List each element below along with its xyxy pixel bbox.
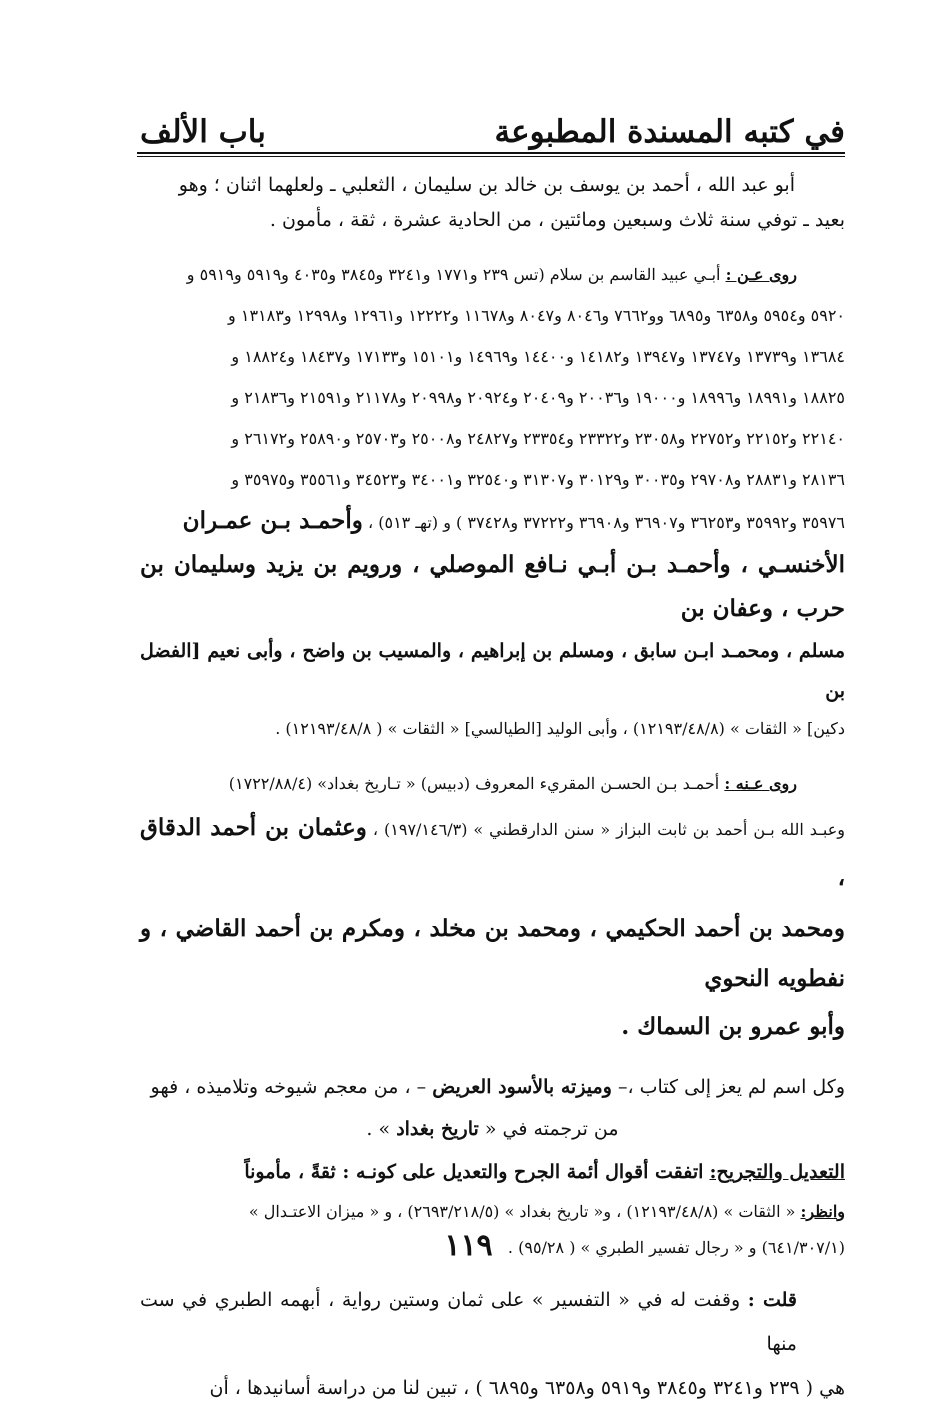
rawa-an-numbers-5: ٢٨١٣٦ و٢٨٨٣١ و٢٩٧٠٨ و٣٠٠٣٥ و٣٠١٢٩ و٣١٣٠٧ و٣٢٥٤٠ و٣٤٠٠١ و٣٤٥٢٣ و٣٥٥٦١ و٣٥٩٧٥ و bbox=[231, 470, 845, 489]
page-body bbox=[140, 168, 845, 1410]
rawa-anhu-line-3: ومحمد بن أحمد الحكيمي ، ومحمد بن مخلد ، ومكرم بن أحمد القاضي ، و نفطويه النحوي bbox=[140, 915, 845, 992]
chapter-title: باب الألف bbox=[140, 114, 266, 150]
book-title: في كتبه المسندة المطبوعة bbox=[494, 114, 845, 150]
intro-line-1: أبو عبد الله ، أحمد بن يوسف بن خالد بن سليمان ، الثعلبي ـ ولعلهما اثنان ؛ وهو bbox=[178, 174, 795, 196]
note-line-1-b: وميزته بالأسود العريض bbox=[432, 1076, 612, 1098]
rawa-anhu-line-4: وأبو عمرو بن السماك . bbox=[621, 1013, 845, 1040]
rawa-an-numbers-1: ٥٩٢٠ و٥٩٥٤ و٦٣٥٨ و٦٨٩٥ وو٧٦٦٢ و٨٠٤٦ و٨٠٤٧ و١١٦٧٨ و١٢٢٢٢ و١٢٩٦١ و١٢٩٩٨ و١٣١٨٣ و bbox=[228, 306, 845, 325]
note-line-2-c: » . bbox=[366, 1118, 391, 1140]
note-line-1 bbox=[140, 1066, 845, 1108]
rawa-anhu-line-2-text: وعبـد الله بـن أحمد بن ثابت البزاز « سنن الدارقطني » (١٩٧/١٤٦/٣) ، bbox=[372, 820, 845, 839]
rawa-an-numbers-4: ٢٢١٤٠ و٢٢١٥٢ و٢٢٧٥٢ و٢٣٠٥٨ و٢٣٣٢٢ و٢٣٣٥٤ و٢٤٨٢٧ و٢٥٠٠٨ و٢٥٧٠٣ و٢٥٨٩٠ و٢٦١٧٢ و bbox=[231, 429, 845, 448]
rawa-anhu-label: روى عـنه : bbox=[724, 774, 797, 793]
note-line-1-a: وكل اسم لم يعز إلى كتاب ،– bbox=[617, 1076, 845, 1098]
rawa-an-numbers-2: ١٣٦٨٤ و١٣٧٣٩ و١٣٧٤٧ و١٣٩٤٧ و١٤١٨٢ و١٤٤٠٠ و١٤٩٦٩ و١٥١٠١ و١٧١٣٣ و١٨٤٣٧ و١٨٨٢٤ و bbox=[231, 347, 845, 366]
qultu-line-2: هي ( ٢٣٩ و٣٢٤١ و٣٨٤٥ و٥٩١٩ و٦٣٥٨ و٦٨٩٥ ) ، تبين لنا من دراسة أسانيدها ، أن bbox=[209, 1377, 845, 1399]
tadil-label: التعديل والتجريح: bbox=[709, 1161, 845, 1183]
tadil-text: اتفقت أقوال أئمة الجرح والتعديل على كونـه : ثقةً ، مأموناً bbox=[244, 1161, 704, 1183]
unzur-line-1 bbox=[140, 1194, 845, 1230]
rawa-anhu-text: أحمـد بـن الحسـن المقريء المعروف (دبيس) « تـاريخ بغداد» (١٧٢٢/٨٨/٤) bbox=[228, 774, 720, 793]
rawa-an-line-b2: مسلم ، ومحمـد ابـن سابق ، ومسلم بن إبراهيم ، والمسيب بن واضح ، وأبى نعيم [الفضل بن bbox=[140, 640, 845, 702]
unzur-label: وانظر: bbox=[800, 1202, 845, 1221]
header-rule bbox=[137, 152, 845, 154]
note-line-2-b: تاريخ بغداد bbox=[396, 1118, 479, 1140]
intro-line-2: بعيد ـ توفي سنة ثلاث وسبعين ومائتين ، من الحادية عشرة ، ثقة ، مأمون . bbox=[269, 209, 845, 231]
qultu-label: قلت : bbox=[747, 1289, 797, 1311]
rawa-an-numbers-6-text: ٣٥٩٧٦ و٣٥٩٩٢ و٣٦٢٥٣ و٣٦٩٠٧ و٣٦٩٠٨ و٣٧٢٢٢ و٣٧٤٢٨ ) و (تهـ ٥١٣) ، bbox=[367, 513, 845, 532]
header-rule-thin bbox=[137, 156, 845, 157]
tadil-line bbox=[140, 1150, 845, 1194]
unzur-text-1: « الثقات » (١٢١٩٣/٤٨/٨) ، و« تاريخ بغداد » (٢٦٩٣/٢١٨/٥) ، و « ميزان الاعتـدال » bbox=[248, 1202, 796, 1221]
qultu-text-1: وقفت له في « التفسير » على ثمان وستين رواية ، أبهمه الطبري في ست منها bbox=[140, 1289, 797, 1355]
note-line-2 bbox=[140, 1108, 845, 1150]
rawa-an-bold-name: وأحمـد بـن عمـران bbox=[182, 507, 363, 534]
note-line-1-c: – ، من معجم شيوخه وتلاميذه ، فهو bbox=[150, 1076, 427, 1098]
rawa-an-label: روى عـن : bbox=[725, 265, 797, 284]
page-number: ١١٩ bbox=[444, 1228, 493, 1263]
rawa-an-numbers-6 bbox=[140, 500, 845, 543]
rawa-an-line-1 bbox=[140, 254, 845, 295]
unzur-line-2: (٦٤١/٣٠٧/١) و « رجال تفسير الطبري » ( ٩٥/٢٨) . bbox=[507, 1238, 845, 1257]
rawa-an-line-b1: الأخنسـي ، وأحمـد بـن أبـي نـافع الموصلي ، ورويم بن يزيد وسليمان بن حرب ، وعفان بن bbox=[140, 551, 845, 622]
rawa-anhu-line-2-bold: وعثمان بن أحمد الدقاق ، bbox=[140, 814, 845, 891]
rawa-anhu-line-2 bbox=[140, 804, 845, 904]
rawa-anhu-line-1 bbox=[140, 763, 845, 804]
running-header bbox=[140, 98, 845, 154]
rawa-an-text: أبـي عبيد القاسم بن سلام (تس ٢٣٩ و١٧٧١ و٣٢٤١ و٣٨٤٥ و٤٠٣٥ و٥٩١٩ و٥٩١٩ و bbox=[186, 265, 721, 284]
rawa-an-line-b3: دكين] « الثقات » (١٢١٩٣/٤٨/٨) ، وأبى الوليد [الطيالسي] « الثقات » ( ١٢١٩٣/٤٨/٨) . bbox=[275, 719, 845, 738]
note-line-2-a: من ترجمته في « bbox=[484, 1118, 619, 1140]
qultu-line-1 bbox=[140, 1278, 845, 1366]
rawa-an-numbers-3: ١٨٨٢٥ و١٨٩٩١ و١٨٩٩٦ و١٩٠٠٠ و٢٠٠٣٦ و٢٠٤٠٩ و٢٠٩٢٤ و٢٠٩٩٨ و٢١١٧٨ و٢١٥٩١ و٢١٨٣٦ و bbox=[231, 388, 845, 407]
